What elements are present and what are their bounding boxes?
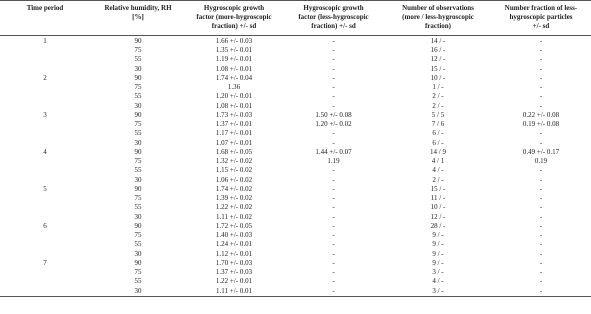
column-header-line: Relative humidity, RH [104, 4, 172, 12]
table-row [0, 65, 591, 74]
column-header-line: Hygroscopic growth [303, 4, 364, 12]
cell-number-fraction-less: - [539, 268, 543, 277]
cell-observations: 15 / - [430, 64, 446, 73]
cell-number-fraction-less: 0.22 +/- 0.08 [522, 110, 560, 119]
table-row [0, 287, 591, 297]
cell-growth-factor-more: 1.37 +/- 0.01 [215, 120, 253, 129]
cell-growth-factor-less: - [332, 101, 335, 110]
cell-growth-factor-less: - [332, 64, 335, 73]
cell-number-fraction-less: 0.19 +/- 0.08 [522, 120, 560, 129]
cell-growth-factor-more: 1.39 +/- 0.02 [215, 194, 253, 203]
cell-time-period [0, 166, 90, 175]
cell-growth-factor-less: - [332, 221, 335, 230]
cell-growth-factor-more: 1.07 +/- 0.01 [215, 138, 253, 147]
table-row [0, 120, 591, 129]
cell-observations: 14 / - [430, 37, 446, 45]
cell-number-fraction-less: - [539, 249, 543, 258]
cell-growth-factor-less: - [332, 258, 335, 267]
cell-growth-factor-less: - [332, 46, 335, 55]
cell-growth-factor-more: 1.68 +/- 0.05 [215, 147, 253, 156]
cell-observations: 6 / - [432, 138, 444, 147]
table-row [0, 185, 591, 194]
column-header-line: Time period [26, 4, 64, 12]
cell-number-fraction-less: - [539, 231, 543, 240]
cell-number-fraction-less: - [539, 55, 543, 64]
cell-growth-factor-more: 1.36 [227, 83, 241, 92]
cell-time-period [0, 240, 90, 249]
cell-number-fraction-less: - [539, 64, 543, 73]
cell-growth-factor-more: 1.08 +/- 0.01 [215, 101, 253, 110]
cell-relative-humidity: 90 [134, 147, 142, 156]
cell-number-fraction-less: - [539, 277, 543, 286]
column-header-line: fraction) [424, 22, 452, 30]
cell-relative-humidity: 30 [134, 138, 142, 147]
cell-relative-humidity: 75 [134, 194, 142, 203]
cell-observations: 14 / 9 [430, 147, 446, 156]
cell-observations: 4 / 1 [431, 157, 445, 166]
table-row [0, 222, 591, 231]
cell-growth-factor-less: - [332, 286, 335, 295]
cell-observations: 10 / - [430, 73, 446, 82]
cell-number-fraction-less: - [539, 138, 543, 147]
cell-growth-factor-less: - [332, 194, 335, 203]
cell-growth-factor-more: 1.11 +/- 0.01 [216, 286, 252, 295]
cell-number-fraction-less: - [539, 101, 543, 110]
cell-growth-factor-less: - [332, 83, 335, 92]
cell-number-fraction-less: - [539, 184, 543, 193]
cell-relative-humidity: 90 [134, 221, 142, 230]
table-row [0, 240, 591, 249]
cell-time-period: 1 [43, 37, 47, 45]
cell-growth-factor-less: - [332, 249, 335, 258]
table-row [0, 268, 591, 277]
cell-time-period: 6 [43, 221, 47, 230]
table-row [0, 139, 591, 148]
cell-time-period [0, 46, 90, 55]
cell-time-period: 4 [43, 147, 47, 156]
cell-observations: 28 / - [430, 221, 446, 230]
cell-observations: 1 / - [432, 83, 444, 92]
cell-observations: 4 / - [432, 277, 444, 286]
cell-observations: 15 / - [430, 184, 446, 193]
table-row [0, 36, 591, 47]
column-header-line: Number fraction of less- [504, 4, 578, 12]
cell-growth-factor-more: 1.32 +/- 0.02 [215, 157, 253, 166]
column-header-number-fraction-less [491, 1, 591, 36]
cell-relative-humidity: 55 [134, 203, 142, 212]
cell-number-fraction-less: 0.49 +/- 0.17 [522, 147, 560, 156]
cell-growth-factor-less: 1.19 [327, 157, 340, 166]
cell-number-fraction-less: 0.19 [534, 157, 548, 166]
cell-growth-factor-less: - [332, 203, 335, 212]
cell-observations: 2 / - [432, 175, 444, 184]
cell-growth-factor-more: 1.24 +/- 0.01 [215, 240, 253, 249]
cell-growth-factor-less: - [332, 92, 335, 101]
cell-relative-humidity: 90 [134, 37, 142, 45]
cell-observations: 7 / 6 [431, 120, 445, 129]
cell-time-period [0, 55, 90, 64]
column-header-growth-factor-more [186, 1, 282, 36]
cell-observations: 2 / - [432, 92, 444, 101]
cell-number-fraction-less: - [539, 129, 543, 138]
cell-time-period: 2 [43, 73, 47, 82]
cell-observations: 12 / - [430, 212, 446, 221]
column-header-line: factor (less-hygroscopic [298, 13, 369, 21]
cell-time-period [0, 157, 90, 166]
table-body [0, 36, 591, 297]
cell-time-period: 3 [43, 110, 47, 119]
cell-growth-factor-more: 1.35 +/- 0.01 [215, 46, 253, 55]
cell-growth-factor-less: - [332, 37, 335, 45]
cell-observations: 4 / - [432, 166, 444, 175]
cell-relative-humidity: 75 [134, 46, 142, 55]
cell-observations: 10 / - [430, 203, 446, 212]
table-row [0, 129, 591, 138]
cell-relative-humidity: 55 [134, 55, 142, 64]
cell-growth-factor-more: 1.20 +/- 0.01 [215, 92, 253, 101]
cell-growth-factor-more: 1.06 +/- 0.02 [215, 175, 253, 184]
column-header-growth-factor-less [282, 1, 385, 36]
cell-relative-humidity: 55 [134, 92, 142, 101]
cell-time-period [0, 194, 90, 203]
cell-time-period [0, 231, 90, 240]
cell-growth-factor-less: - [332, 73, 335, 82]
cell-observations: 6 / - [432, 129, 444, 138]
table-row [0, 259, 591, 268]
cell-growth-factor-less: - [332, 166, 335, 175]
column-header-line: [%] [132, 13, 144, 21]
cell-time-period [0, 139, 90, 148]
cell-growth-factor-less: 1.50 +/- 0.08 [315, 110, 352, 119]
cell-relative-humidity: 30 [134, 249, 142, 258]
cell-growth-factor-more: 1.66 +/- 0.03 [215, 37, 253, 45]
cell-growth-factor-less: - [332, 175, 335, 184]
cell-growth-factor-less: - [332, 268, 335, 277]
cell-number-fraction-less: - [539, 212, 543, 221]
cell-growth-factor-less: - [332, 55, 335, 64]
cell-time-period [0, 65, 90, 74]
cell-observations: 5 / 5 [431, 110, 445, 119]
cell-relative-humidity: 55 [134, 129, 142, 138]
cell-time-period: 7 [43, 258, 47, 267]
cell-observations: 2 / - [432, 101, 444, 110]
column-header-line: factor (more-hygroscopic [196, 13, 272, 21]
cell-time-period [0, 287, 90, 297]
column-header-relative-humidity [90, 1, 186, 36]
table-row [0, 46, 591, 55]
cell-relative-humidity: 90 [134, 110, 142, 119]
cell-growth-factor-more: 1.37 +/- 0.03 [215, 268, 253, 277]
table-row [0, 203, 591, 212]
cell-relative-humidity: 55 [134, 240, 142, 249]
cell-relative-humidity: 30 [134, 212, 142, 221]
column-header-line: hygroscopic particles [509, 13, 573, 21]
cell-growth-factor-less: - [332, 138, 335, 147]
cell-number-fraction-less: - [539, 221, 543, 230]
column-header-line: Hygroscopic growth [203, 4, 265, 12]
cell-number-fraction-less: - [539, 92, 543, 101]
cell-number-fraction-less: - [539, 166, 543, 175]
cell-relative-humidity: 30 [134, 175, 142, 184]
cell-observations: 9 / - [432, 249, 444, 258]
cell-growth-factor-more: 1.40 +/- 0.03 [215, 231, 253, 240]
cell-growth-factor-less: 1.44 +/- 0.07 [315, 147, 352, 156]
cell-number-fraction-less: - [539, 175, 543, 184]
cell-relative-humidity: 30 [134, 101, 142, 110]
column-header-observations [385, 1, 491, 36]
cell-relative-humidity: 30 [134, 64, 142, 73]
cell-growth-factor-less: - [332, 277, 335, 286]
cell-growth-factor-less: - [332, 212, 335, 221]
cell-growth-factor-more: 1.74 +/- 0.02 [215, 184, 253, 193]
cell-growth-factor-more: 1.22 +/- 0.02 [215, 203, 253, 212]
cell-number-fraction-less: - [539, 83, 543, 92]
cell-time-period [0, 250, 90, 259]
cell-time-period [0, 92, 90, 101]
table-row [0, 176, 591, 185]
cell-number-fraction-less: - [539, 240, 543, 249]
cell-observations: 16 / - [430, 46, 446, 55]
cell-relative-humidity: 75 [134, 157, 142, 166]
cell-relative-humidity: 55 [134, 166, 142, 175]
table-row [0, 92, 591, 101]
cell-growth-factor-less: - [332, 129, 335, 138]
column-header-line: Number of observations [402, 4, 474, 12]
cell-time-period [0, 102, 90, 111]
cell-number-fraction-less: - [539, 194, 543, 203]
cell-growth-factor-more: 1.72 +/- 0.05 [215, 221, 253, 230]
header-row [0, 1, 591, 36]
cell-number-fraction-less: - [539, 286, 543, 295]
cell-observations: 3 / - [432, 268, 444, 277]
cell-relative-humidity: 30 [134, 286, 142, 295]
cell-time-period [0, 213, 90, 222]
cell-growth-factor-more: 1.19 +/- 0.01 [215, 55, 253, 64]
table-row [0, 231, 591, 240]
cell-relative-humidity: 75 [134, 83, 142, 92]
column-header-line: +/- sd [532, 22, 550, 30]
cell-observations: 9 / - [432, 231, 444, 240]
cell-growth-factor-more: 1.08 +/- 0.01 [215, 64, 253, 73]
cell-observations: 3 / - [432, 286, 444, 295]
cell-relative-humidity: 90 [134, 73, 142, 82]
table-row [0, 55, 591, 64]
cell-observations: 11 / - [430, 194, 446, 203]
cell-growth-factor-more: 1.22 +/- 0.01 [215, 277, 253, 286]
cell-growth-factor-more: 1.17 +/- 0.01 [215, 129, 253, 138]
cell-growth-factor-more: 1.70 +/- 0.03 [215, 258, 253, 267]
cell-observations: 9 / - [432, 240, 444, 249]
cell-time-period [0, 83, 90, 92]
cell-growth-factor-more: 1.74 +/- 0.04 [215, 73, 253, 82]
table-row [0, 194, 591, 203]
cell-number-fraction-less: - [539, 258, 543, 267]
cell-time-period [0, 268, 90, 277]
column-header-line: fraction) +/- sd [311, 22, 356, 30]
cell-time-period: 5 [43, 184, 47, 193]
cell-observations: 12 / - [430, 55, 446, 64]
table-row [0, 111, 591, 120]
cell-relative-humidity: 55 [134, 277, 142, 286]
cell-growth-factor-more: 1.12 +/- 0.01 [215, 249, 253, 258]
cell-growth-factor-more: 1.15 +/- 0.02 [215, 166, 253, 175]
cell-number-fraction-less: - [539, 73, 543, 82]
cell-growth-factor-less: 1.20 +/- 0.02 [315, 120, 352, 129]
cell-relative-humidity: 90 [134, 258, 142, 267]
table-header [0, 1, 591, 36]
table-row [0, 166, 591, 175]
cell-number-fraction-less: - [539, 46, 543, 55]
cell-relative-humidity: 75 [134, 231, 142, 240]
table-row [0, 148, 591, 157]
cell-number-fraction-less: - [539, 37, 543, 45]
table-row [0, 157, 591, 166]
cell-growth-factor-more: 1.11 +/- 0.02 [216, 212, 252, 221]
cell-relative-humidity: 75 [134, 120, 142, 129]
table-row [0, 83, 591, 92]
cell-time-period [0, 120, 90, 129]
column-header-line: fraction) +/- sd [211, 22, 257, 30]
cell-number-fraction-less: - [539, 203, 543, 212]
cell-growth-factor-less: - [332, 240, 335, 249]
cell-growth-factor-less: - [332, 184, 335, 193]
table-row [0, 213, 591, 222]
cell-time-period [0, 277, 90, 286]
cell-growth-factor-less: - [332, 231, 335, 240]
cell-relative-humidity: 75 [134, 268, 142, 277]
cell-time-period [0, 129, 90, 138]
table-row [0, 102, 591, 111]
cell-time-period [0, 176, 90, 185]
cell-time-period [0, 203, 90, 212]
table-row [0, 277, 591, 286]
column-header-line: (more / less-hygroscopic [402, 13, 474, 21]
cell-relative-humidity: 90 [134, 184, 142, 193]
table-row [0, 250, 591, 259]
cell-growth-factor-more: 1.73 +/- 0.03 [215, 110, 253, 119]
column-header-time-period [0, 1, 90, 36]
cell-observations: 9 / - [432, 258, 444, 267]
table-row [0, 74, 591, 83]
